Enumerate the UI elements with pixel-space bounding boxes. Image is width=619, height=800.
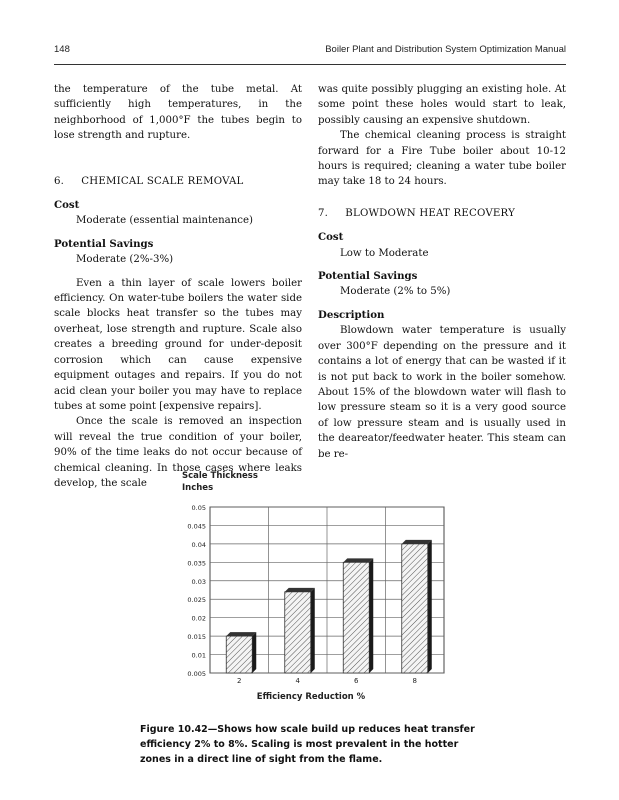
- y-tick-label: 0.01: [191, 651, 206, 660]
- chart-title: Scale Thickness: [182, 471, 258, 481]
- cost-value: Moderate (essential maintenance): [76, 215, 253, 227]
- bar-shadow-side: [311, 588, 315, 673]
- cost-label: Cost: [318, 231, 344, 244]
- bar-shadow-top: [285, 588, 315, 592]
- bar: [226, 636, 252, 673]
- y-tick-label: 0.05: [191, 504, 206, 512]
- paragraph-description: Blowdown water temperature is usually over 300°F depending on the pressure and it contains a lot of energy that can be wasted if it is not put back to work in the boiler somehow. About 15% of the blowdown water will flash to low pressure steam so it is a very good source of low pressure steam and is usually used in the deareator/feedwater heater. This steam can be re-: [318, 325, 566, 460]
- section-heading-6: 6. CHEMICAL SCALE REMOVAL: [54, 175, 244, 187]
- paragraph-inspection: Once the scale is removed an inspection will reveal the true condition of your boiler, 90% of the time leaks do not occur because of chemical cleaning. In those cases where leaks develop, the scale: [54, 416, 302, 489]
- x-axis-label: Efficiency Reduction %: [256, 692, 366, 702]
- x-tick-label: 2: [237, 677, 242, 685]
- bar-shadow-top: [402, 540, 432, 544]
- bar: [285, 592, 311, 673]
- y-tick-label: 0.015: [187, 633, 206, 642]
- figure-caption: Figure 10.42—Shows how scale build up reduces heat transfer efficiency 2% to 8%. Scaling is most prevalent in the hotter zones in a direct line of sight from the flame.: [140, 723, 475, 765]
- bar-shadow-top: [226, 632, 256, 636]
- running-title: Boiler Plant and Distribution System Optimization Manual: [325, 44, 566, 55]
- y-tick-label: 0.03: [191, 577, 206, 586]
- bar-shadow-side: [369, 558, 373, 673]
- y-tick-label: 0.02: [191, 614, 206, 623]
- y-tick-label: 0.035: [187, 559, 206, 568]
- paragraph-cleaning-process: The chemical cleaning process is straight forward for a Fire Tube boiler about 10-12 hours is required; cleaning a water tube boiler may take 18 to 24 hours.: [318, 130, 566, 188]
- bar-shadow-top: [343, 558, 373, 562]
- right-column: [318, 82, 566, 462]
- y-tick-label: 0.005: [187, 670, 206, 678]
- cost-value: Low to Moderate: [340, 247, 429, 259]
- y-tick-label: 0.045: [187, 522, 206, 531]
- bar-shadow-side: [428, 540, 432, 673]
- savings-label: Potential Savings: [54, 237, 154, 250]
- x-tick-label: 4: [295, 677, 300, 685]
- y-axis-label: Inches: [182, 483, 214, 493]
- y-tick-label: 0.04: [191, 540, 206, 549]
- x-tick-label: 6: [354, 677, 359, 685]
- paragraph-scale-effects: Even a thin layer of scale lowers boiler efficiency. On water-tube boilers the water side scale blocks heat transfer so the tubes may overheat, lose strength and rupture. Scale also creates a breeding ground for under-deposit corrosion which can cause expensive equipment outages and repairs. If you do not acid clean your boiler you may have to replace tubes at some point [expensive repairs].: [54, 277, 302, 412]
- y-tick-label: 0.025: [187, 596, 206, 605]
- bar: [402, 544, 428, 673]
- bar: [343, 562, 369, 673]
- savings-value: Moderate (2%-3%): [76, 254, 174, 266]
- cost-label: Cost: [54, 199, 80, 212]
- x-tick-label: 8: [412, 677, 417, 685]
- running-header: [54, 44, 566, 58]
- page-number: 148: [54, 44, 70, 55]
- bar-shadow-side: [252, 632, 256, 673]
- savings-label: Potential Savings: [318, 270, 418, 283]
- header-rule: [54, 64, 566, 65]
- left-column: [54, 82, 302, 491]
- description-label: Description: [318, 308, 385, 321]
- scale-thickness-chart: [170, 465, 450, 705]
- paragraph-continued: was quite possibly plugging an existing hole. At some point these holes would start to leak, possibly causing an expensive shutdown.: [318, 84, 566, 126]
- paragraph-intro: the temperature of the tube metal. At sufficiently high temperatures, in the neighborhood of 1,000°F the tubes begin to lose strength and rupture.: [54, 84, 302, 142]
- section-heading-7: 7. BLOWDOWN HEAT RECOVERY: [318, 207, 516, 219]
- chart-bars: [226, 540, 432, 673]
- savings-value: Moderate (2% to 5%): [340, 286, 451, 298]
